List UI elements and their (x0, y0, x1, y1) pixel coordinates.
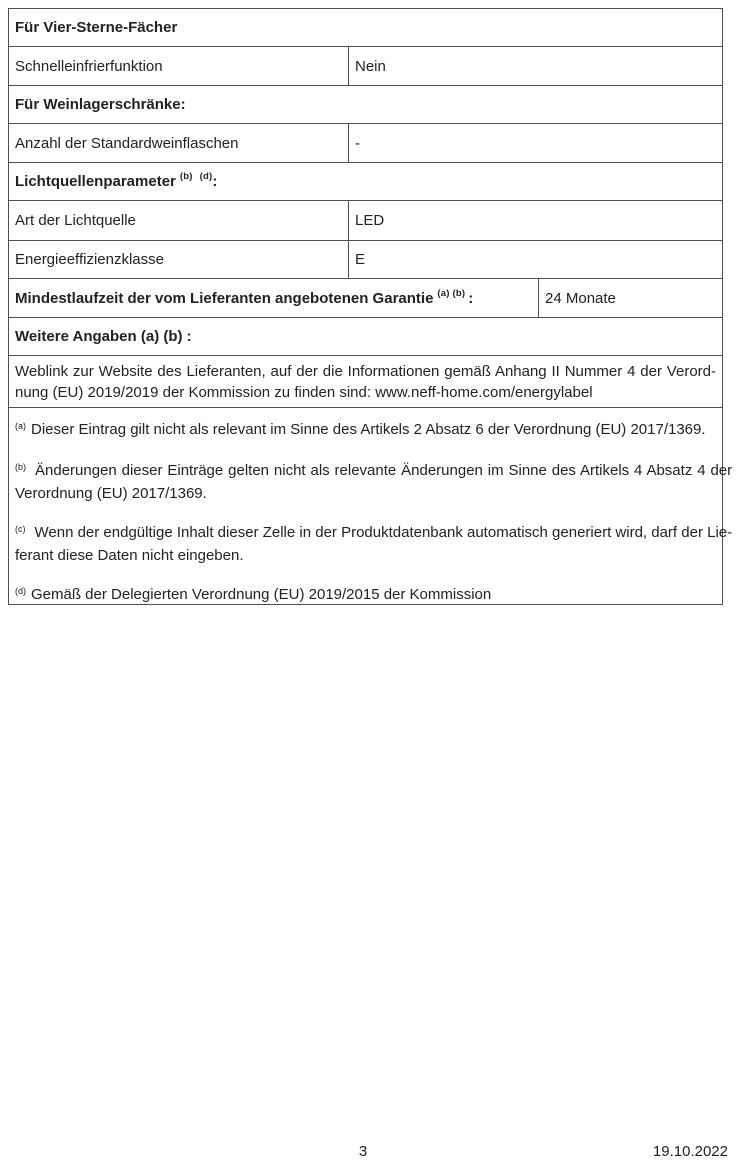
header-colon: : (468, 289, 474, 307)
row-label: Art der Lichtquelle (15, 212, 136, 229)
footnote-marker: (b) (15, 462, 26, 472)
weblink-cell (9, 356, 722, 407)
row-value: Nein (355, 57, 386, 75)
footnote-marker: (c) (15, 524, 26, 534)
row-energy-class (9, 241, 722, 279)
row-value: E (355, 251, 366, 268)
footnote-line (15, 522, 732, 545)
footer-date: 19.10.2022 (652, 1143, 728, 1160)
footnote-line (15, 419, 732, 442)
row-label-cell (9, 47, 349, 85)
footnote-b (15, 460, 732, 504)
footnote-line: Verordnung (EU) 2017/1369. (15, 485, 207, 502)
row-value-cell (539, 279, 722, 317)
row-label: Anzahl der Standardweinflaschen (15, 134, 239, 152)
row-label: Energieeffizienzklasse (15, 251, 164, 268)
footnote-ref-b: (b) (179, 171, 193, 182)
weblink-text-line: Weblink zur Website des Lieferanten, auf der die Informationen gemäß Anhang II Nummer 4 der Verord- (15, 363, 716, 380)
row-label-cell (9, 241, 349, 278)
row-label-cell (9, 279, 539, 317)
footnotes-cell (9, 408, 738, 604)
row-label-cell (9, 201, 349, 240)
footnote-ref-a-b: (a) (b) (437, 287, 466, 299)
row-value-cell (349, 47, 722, 85)
row-value-cell (349, 124, 722, 162)
footnote-d (15, 584, 732, 607)
footnote-a (15, 419, 732, 442)
row-wine-header (9, 86, 722, 124)
row-light-params-header (9, 163, 722, 201)
footnote-text: Änderungen dieser Einträge gelten nicht als relevante Änderungen im Sinne des Artikels 4 Absatz 4 der (35, 462, 733, 479)
footnote-text: Gemäß der Delegierten Verordnung (EU) 2019/2015 der Kommission (31, 586, 492, 603)
row-value: LED (355, 212, 385, 229)
row-further-info-header (9, 318, 722, 356)
row-wine-bottles (9, 124, 722, 163)
footnote-marker: (a) (15, 421, 26, 431)
section-header-text: Für Weinlagerschränke: (15, 96, 186, 113)
footnote-line (15, 584, 732, 607)
row-light-type (9, 201, 722, 241)
row-label: Mindestlaufzeit der vom Lieferanten angebotenen Garantie (15, 289, 434, 307)
footnote-line: ferant diese Daten nicht eingeben. (15, 547, 244, 564)
row-label: Schnelleinfrierfunktion (15, 57, 163, 75)
weblink-text-line: nung (EU) 2019/2019 der Kommission zu finden sind: www.neff-home.com/energylabel (15, 384, 593, 401)
row-guarantee (9, 279, 722, 318)
section-header-cell (9, 9, 722, 46)
row-value: 24 Monate (545, 289, 616, 307)
page-footer (0, 1143, 750, 1163)
section-header-cell (9, 86, 722, 123)
row-weblink (9, 356, 722, 408)
section-header-cell (9, 318, 722, 355)
section-header-cell (9, 163, 722, 200)
row-fast-freeze (9, 47, 722, 86)
row-label-cell (9, 124, 349, 162)
footnote-text: Dieser Eintrag gilt nicht als relevant im Sinne des Artikels 2 Absatz 6 der Verordnung (EU) 2017/1369. (31, 421, 706, 438)
footnote-marker: (d) (15, 586, 26, 596)
page-number: 3 (358, 1143, 368, 1160)
product-data-table (8, 8, 733, 605)
header-colon: : (212, 173, 218, 190)
row-value-cell (349, 201, 722, 240)
row-value-cell (349, 241, 722, 278)
footnote-ref-d: (d) (199, 171, 213, 182)
section-header-text: Lichtquellenparameter (15, 173, 176, 190)
footnote-line (15, 460, 732, 483)
row-footnotes (9, 408, 733, 604)
section-header-text: Für Vier-Sterne-Fächer (15, 19, 178, 36)
row-value: - (355, 134, 360, 152)
row-four-star-header (9, 9, 722, 47)
footnote-text: Wenn der endgültige Inhalt dieser Zelle in der Produktdatenbank automatisch generiert wird, darf der Lie- (34, 524, 733, 541)
footnote-c (15, 522, 732, 566)
section-header-text: Weitere Angaben (a) (b) : (15, 328, 192, 345)
